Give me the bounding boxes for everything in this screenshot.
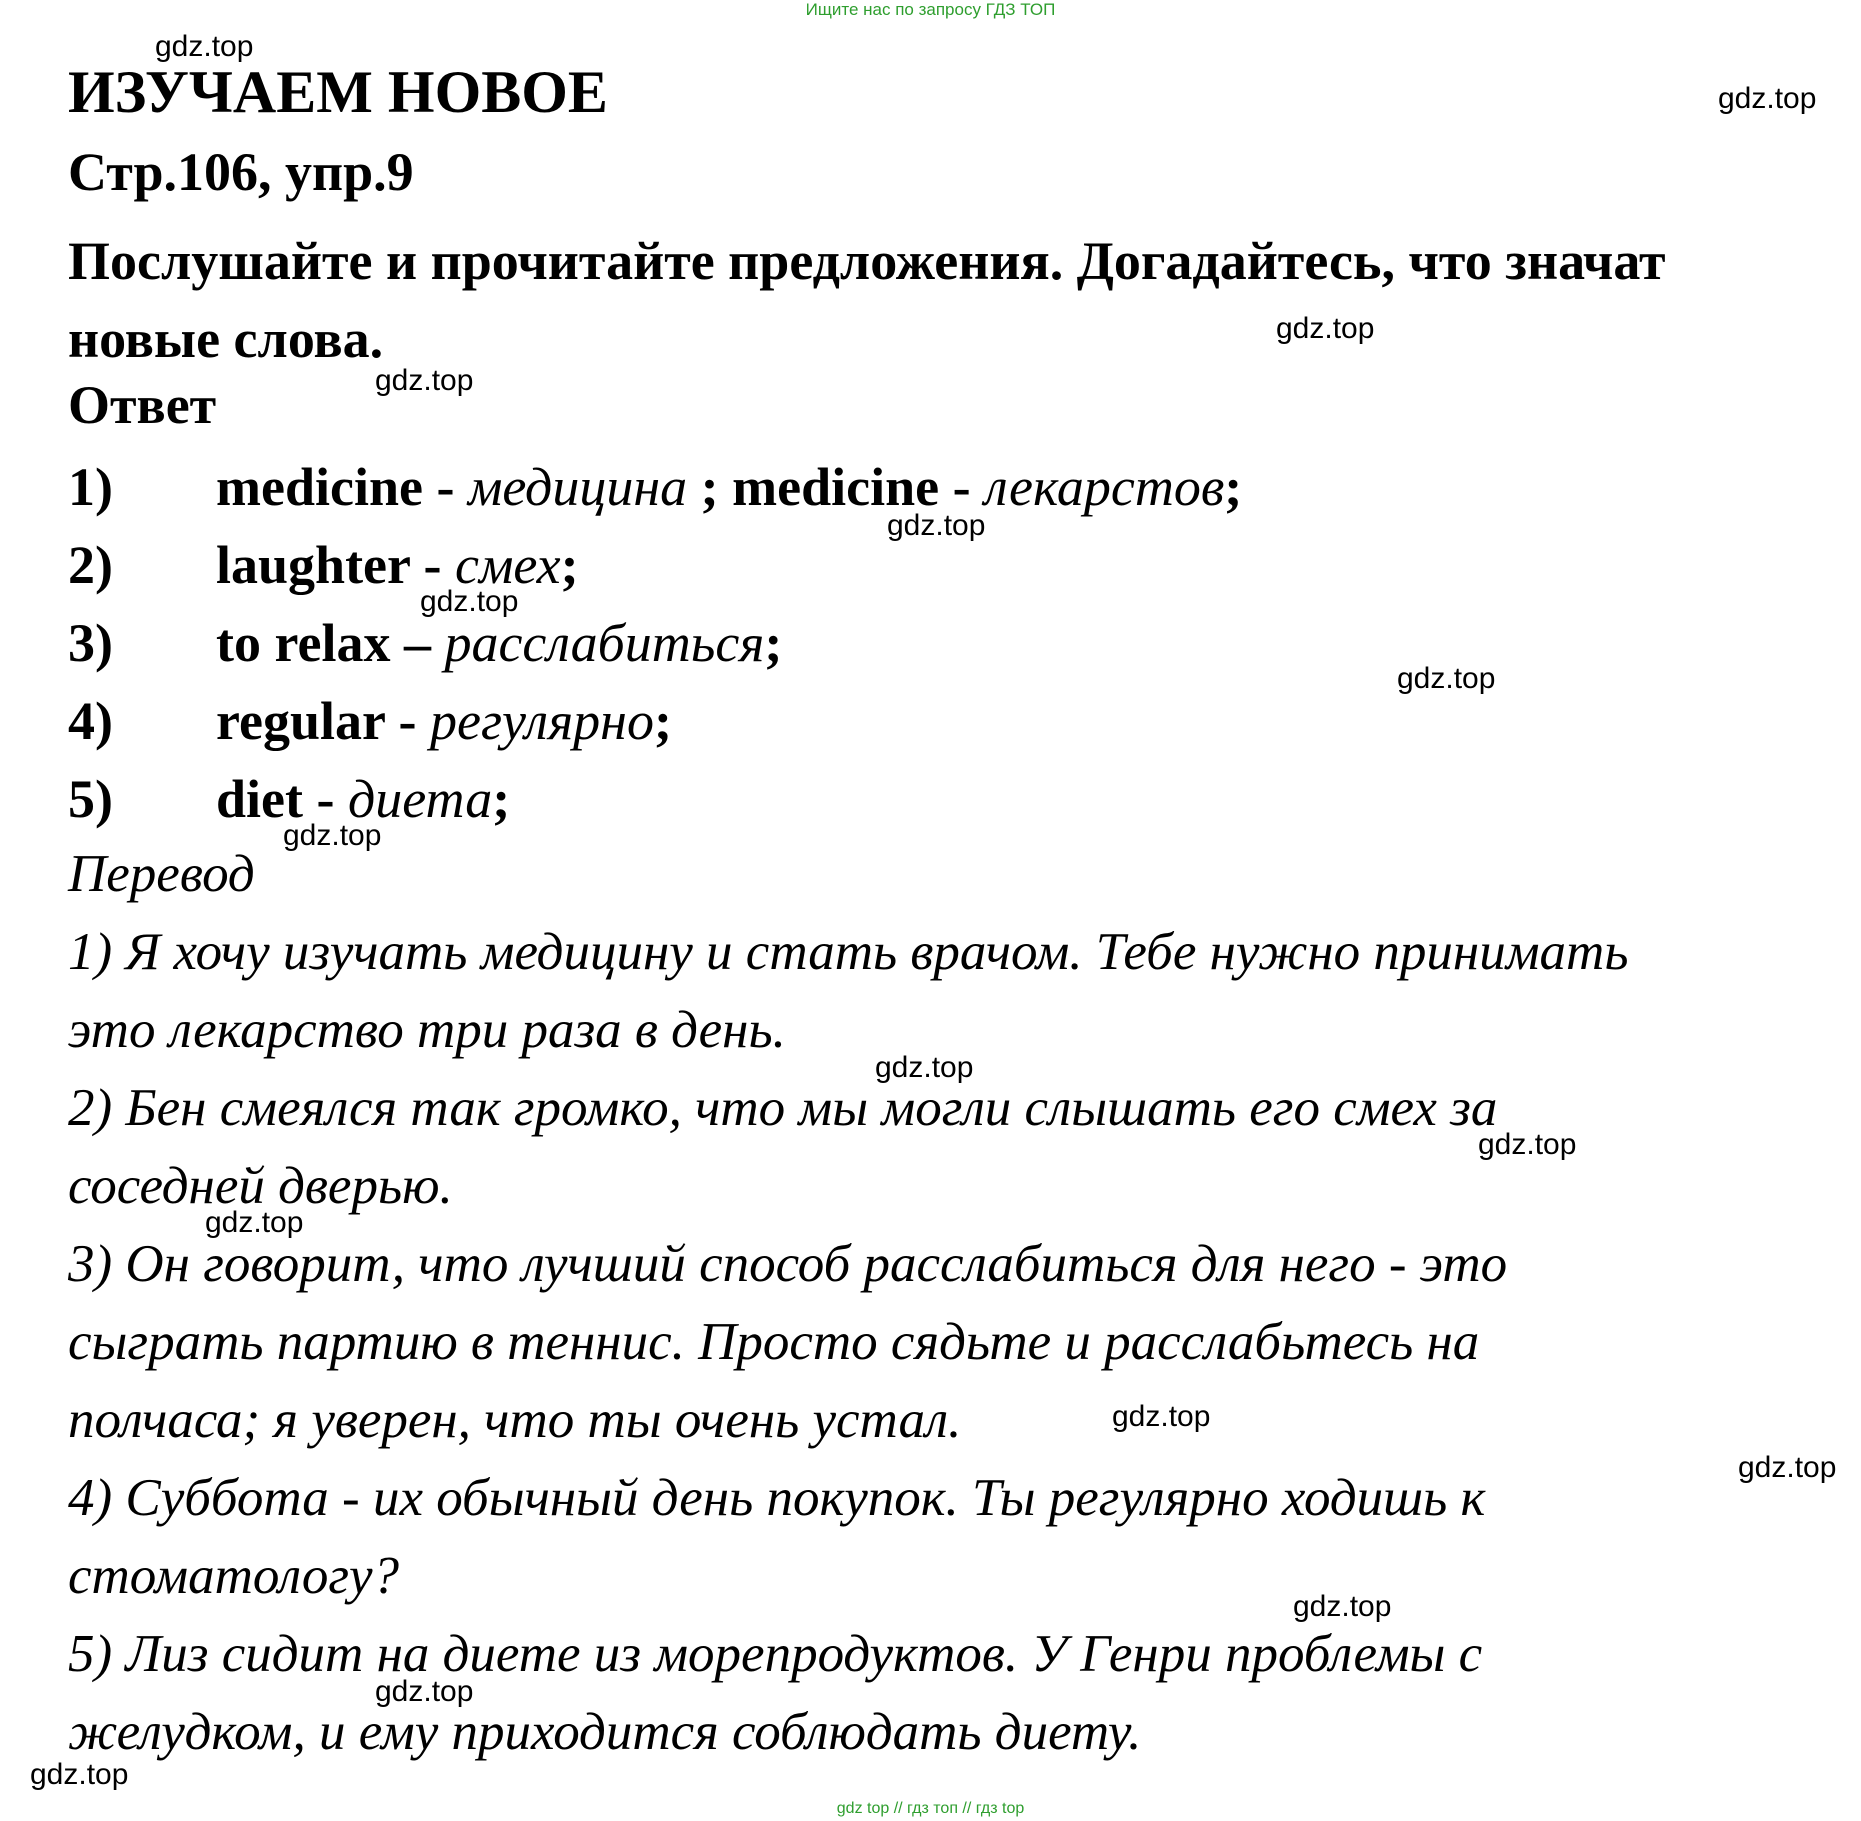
- english-term: diet: [216, 769, 303, 829]
- answer-number: 3): [68, 613, 113, 673]
- watermark: gdz.top: [30, 1758, 129, 1791]
- russian-meaning: диета: [347, 769, 493, 829]
- end-punctuation: ;: [560, 535, 579, 595]
- watermark: gdz.top: [1112, 1400, 1211, 1433]
- watermark: gdz.top: [1293, 1590, 1392, 1623]
- translation-line: 2) Бен смеялся так громко, что мы могли слышать его смех за: [68, 1079, 1498, 1137]
- translation-line: сыграть партию в теннис. Просто сядьте и расслабьтесь на: [68, 1313, 1480, 1371]
- english-term: regular: [216, 691, 385, 751]
- translation-line: 5) Лиз сидит на диете из морепродуктов. У Генри проблемы с: [68, 1625, 1483, 1683]
- answer-number: 1): [68, 457, 113, 517]
- watermark: gdz.top: [875, 1051, 974, 1084]
- watermark: gdz.top: [1478, 1128, 1577, 1161]
- english-term: to relax: [216, 613, 391, 673]
- answer-number: 2): [68, 535, 113, 595]
- answer-body: [216, 448, 1242, 526]
- watermark: gdz.top: [283, 819, 382, 852]
- translation-line: желудком, и ему приходится соблюдать диету.: [68, 1703, 1142, 1761]
- watermark: gdz.top: [420, 585, 519, 618]
- task-line: Послушайте и прочитайте предложения. Догадайтесь, что значат: [68, 231, 1666, 291]
- translation-line: 3) Он говорит, что лучший способ расслабиться для него - это: [68, 1235, 1508, 1293]
- translation-line: стоматологу?: [68, 1547, 400, 1605]
- dash-separator: -: [939, 457, 985, 517]
- answer-label: Ответ: [68, 375, 217, 435]
- answer-item-3: [68, 604, 1768, 682]
- end-punctuation: ;: [492, 769, 511, 829]
- end-punctuation: ;: [653, 691, 672, 751]
- answer-item-4: [68, 682, 1768, 760]
- dash-separator: -: [385, 691, 430, 751]
- dash-separator: -: [303, 769, 348, 829]
- end-punctuation: ;: [1224, 457, 1243, 517]
- translation-line: полчаса; я уверен, что ты очень устал.: [68, 1391, 962, 1449]
- bottom-footer-banner: gdz top // гдз топ // гдз top: [836, 1800, 1025, 1817]
- answer-number: 4): [68, 691, 113, 751]
- watermark: gdz.top: [1397, 662, 1496, 695]
- translation-line: соседней дверью.: [68, 1157, 453, 1215]
- answer-body: [216, 682, 672, 760]
- dash-separator: –: [390, 613, 445, 673]
- watermark: gdz.top: [1276, 312, 1375, 345]
- answer-list: [68, 448, 1768, 838]
- semicolon-separator: ;: [687, 457, 733, 517]
- translation-line: это лекарство три раза в день.: [68, 1001, 786, 1059]
- page-exercise-reference: Стр.106, упр.9: [68, 142, 414, 202]
- answer-number: 5): [68, 769, 113, 829]
- watermark: gdz.top: [375, 364, 474, 397]
- russian-meaning: лекарстов: [984, 457, 1225, 517]
- task-line: новые слова.: [68, 309, 384, 369]
- translation-label: Перевод: [68, 845, 255, 903]
- english-term: laughter: [216, 535, 411, 595]
- russian-meaning: смех: [455, 535, 561, 595]
- translation-block: [68, 835, 1828, 1771]
- translation-line: 4) Суббота - их обычный день покупок. Ты регулярно ходишь к: [68, 1469, 1486, 1527]
- watermark: gdz.top: [155, 30, 254, 63]
- watermark: gdz.top: [1738, 1451, 1837, 1484]
- task-instruction: [68, 222, 1828, 378]
- end-punctuation: ;: [764, 613, 783, 673]
- watermark: gdz.top: [205, 1206, 304, 1239]
- translation-line: 1) Я хочу изучать медицину и стать врачом. Тебе нужно принимать: [68, 923, 1629, 981]
- russian-meaning: регулярно: [429, 691, 654, 751]
- english-term: medicine: [732, 457, 940, 517]
- russian-meaning: расслабиться: [444, 613, 765, 673]
- russian-meaning: медицина: [467, 457, 688, 517]
- english-term: medicine: [216, 457, 423, 517]
- dash-separator: -: [410, 535, 455, 595]
- watermark: gdz.top: [375, 1675, 474, 1708]
- watermark: gdz.top: [1718, 82, 1817, 115]
- watermark: gdz.top: [887, 509, 986, 542]
- answer-body: [216, 526, 579, 604]
- section-title: ИЗУЧАЕМ НОВОЕ: [68, 59, 608, 125]
- dash-separator: -: [422, 457, 468, 517]
- top-search-banner: Ищите нас по запросу ГДЗ ТОП: [805, 0, 1056, 19]
